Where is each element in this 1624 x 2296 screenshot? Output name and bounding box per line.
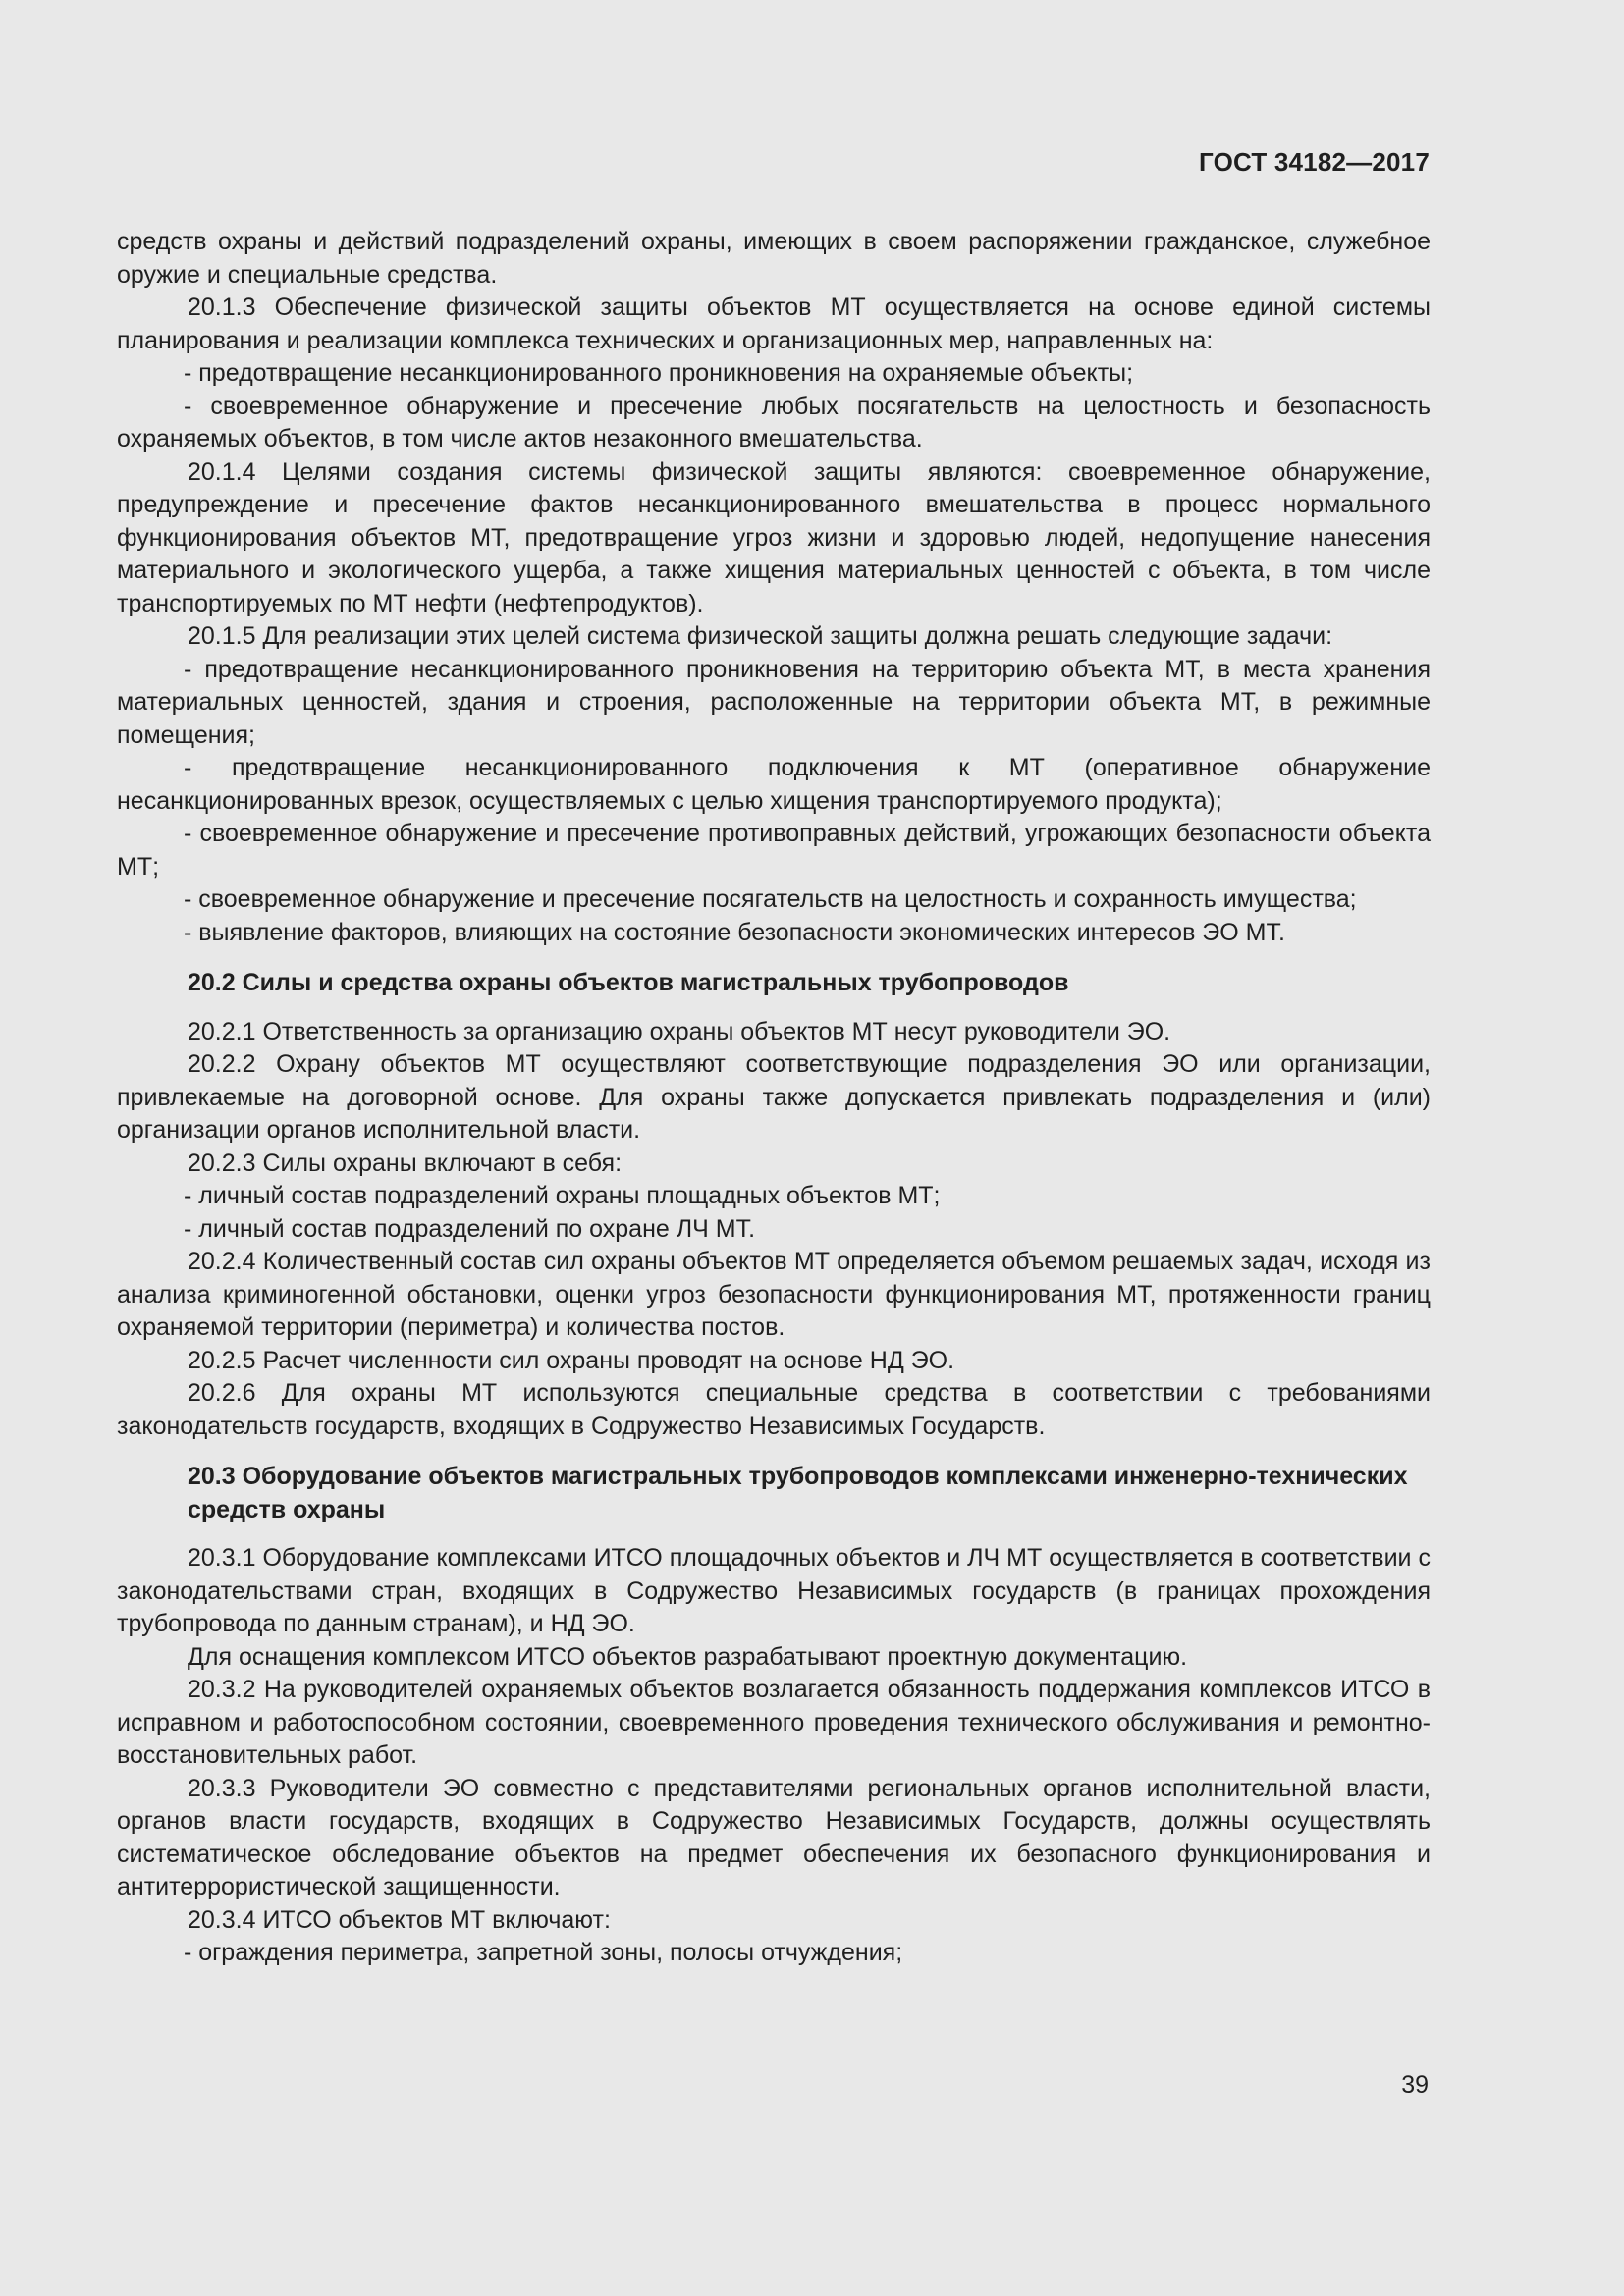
clause-20-1-3: 20.1.3 Обеспечение физической защиты объектов МТ осуществляется на основе единой системы планирования и реализации комплекса технических и организационных мер, направленных на:	[117, 294, 1431, 354]
clause-20-2-3: 20.2.3 Силы охраны включают в себя:	[188, 1148, 623, 1177]
list-item: - личный состав подразделений по охране ЛЧ МТ.	[184, 1214, 756, 1243]
clause-20-1-4: 20.1.4 Целями создания системы физической защиты являются: своевременное обнаружение, предупреждение и пресечение фактов несанкционированного вмешательства в процесс нормального функционирования объектов МТ, предотвращение угроз жизни и здоровью людей, недопущение нанесения материального и экологического ущерба, а также хищения материальных ценностей с объекта, в том числе транспортируемых по МТ нефти (нефтепродуктов).	[117, 457, 1431, 617]
page-body	[117, 226, 1431, 1970]
list-item: - предотвращение несанкционированного проникновения на территорию объекта МТ, в места хранения материальных ценностей, здания и строения, расположенные на территории объекта МТ, в режимные помещения;	[117, 655, 1431, 749]
clause-20-3-4: 20.3.4 ИТСО объектов МТ включают:	[188, 1905, 611, 1934]
document-header: ГОСТ 34182—2017	[1199, 147, 1430, 177]
paragraph: Для оснащения комплексом ИТСО объектов разрабатывают проектную документацию.	[188, 1642, 1188, 1671]
list-item: - своевременное обнаружение и пресечение любых посягательств на целостность и безопасность охраняемых объектов, в том числе актов незаконного вмешательства.	[117, 392, 1431, 453]
list-item: - личный состав подразделений охраны площадных объектов МТ;	[184, 1182, 941, 1209]
section-heading-20-3: 20.3 Оборудование объектов магистральных трубопроводов комплексами инженерно-технических средств охраны	[188, 1463, 1408, 1523]
clause-20-2-5: 20.2.5 Расчет численности сил охраны проводят на основе НД ЭО.	[188, 1346, 955, 1374]
list-item: - предотвращение несанкционированного подключения к МТ (оперативное обнаружение несанкционированных врезок, осуществляемых с целью хищения транспортируемого продукта);	[117, 754, 1431, 815]
paragraph-continuation: средств охраны и действий подразделений охраны, имеющих в своем распоряжении гражданское, служебное оружие и специальные средства.	[117, 228, 1431, 289]
list-item: - выявление факторов, влияющих на состояние безопасности экономических интересов ЭО МТ.	[184, 918, 1285, 946]
list-item: - своевременное обнаружение и пресечение противоправных действий, угрожающих безопасности объекта МТ;	[117, 820, 1431, 881]
clause-20-3-2: 20.3.2 На руководителей охраняемых объектов возлагается обязанность поддержания комплексов ИТСО в исправном и работоспособном состоянии, своевременного проведения технического обслуживания и ремонтно-восстановительных работ.	[117, 1676, 1431, 1769]
clause-20-2-1: 20.2.1 Ответственность за организацию охраны объектов МТ несут руководители ЭО.	[188, 1017, 1171, 1045]
clause-20-3-1: 20.3.1 Оборудование комплексами ИТСО площадочных объектов и ЛЧ МТ осуществляется в соответствии с законодательствами стран, входящих в Содружество Независимых государств (в границах прохождения трубопровода по данным странам), и НД ЭО.	[117, 1544, 1431, 1637]
clause-20-2-6: 20.2.6 Для охраны МТ используются специальные средства в соответствии с требованиями законодательств государств, входящих в Содружество Независимых Государств.	[117, 1379, 1431, 1440]
list-item: - предотвращение несанкционированного проникновения на охраняемые объекты;	[184, 359, 1134, 387]
list-item: - ограждения периметра, запретной зоны, полосы отчуждения;	[184, 1939, 903, 1966]
clause-20-3-3: 20.3.3 Руководители ЭО совместно с представителями региональных органов исполнительной власти, органов власти государств, входящих в Содружество Независимых Государств, должны осуществлять систематическое обследование объектов на предмет обеспечения их безопасного функционирования и антитеррористической защищенности.	[117, 1774, 1431, 1900]
section-heading-20-2: 20.2 Силы и средства охраны объектов магистральных трубопроводов	[188, 969, 1069, 996]
clause-20-2-2: 20.2.2 Охрану объектов МТ осуществляют соответствующие подразделения ЭО или организации, привлекаемые на договорной основе. Для охраны также допускается привлекать подразделения и (или) организации органов исполнительной власти.	[117, 1050, 1431, 1144]
page-number: 39	[1401, 2071, 1429, 2099]
list-item: - своевременное обнаружение и пресечение посягательств на целостность и сохранность имущества;	[184, 885, 1357, 913]
clause-20-2-4: 20.2.4 Количественный состав сил охраны объектов МТ определяется объемом решаемых задач, исходя из анализа криминогенной обстановки, оценки угроз безопасности функционирования МТ, протяженности границ охраняемой территории (периметра) и количества постов.	[117, 1248, 1431, 1341]
clause-20-1-5: 20.1.5 Для реализации этих целей система физической защиты должна решать следующие задачи:	[188, 622, 1333, 650]
